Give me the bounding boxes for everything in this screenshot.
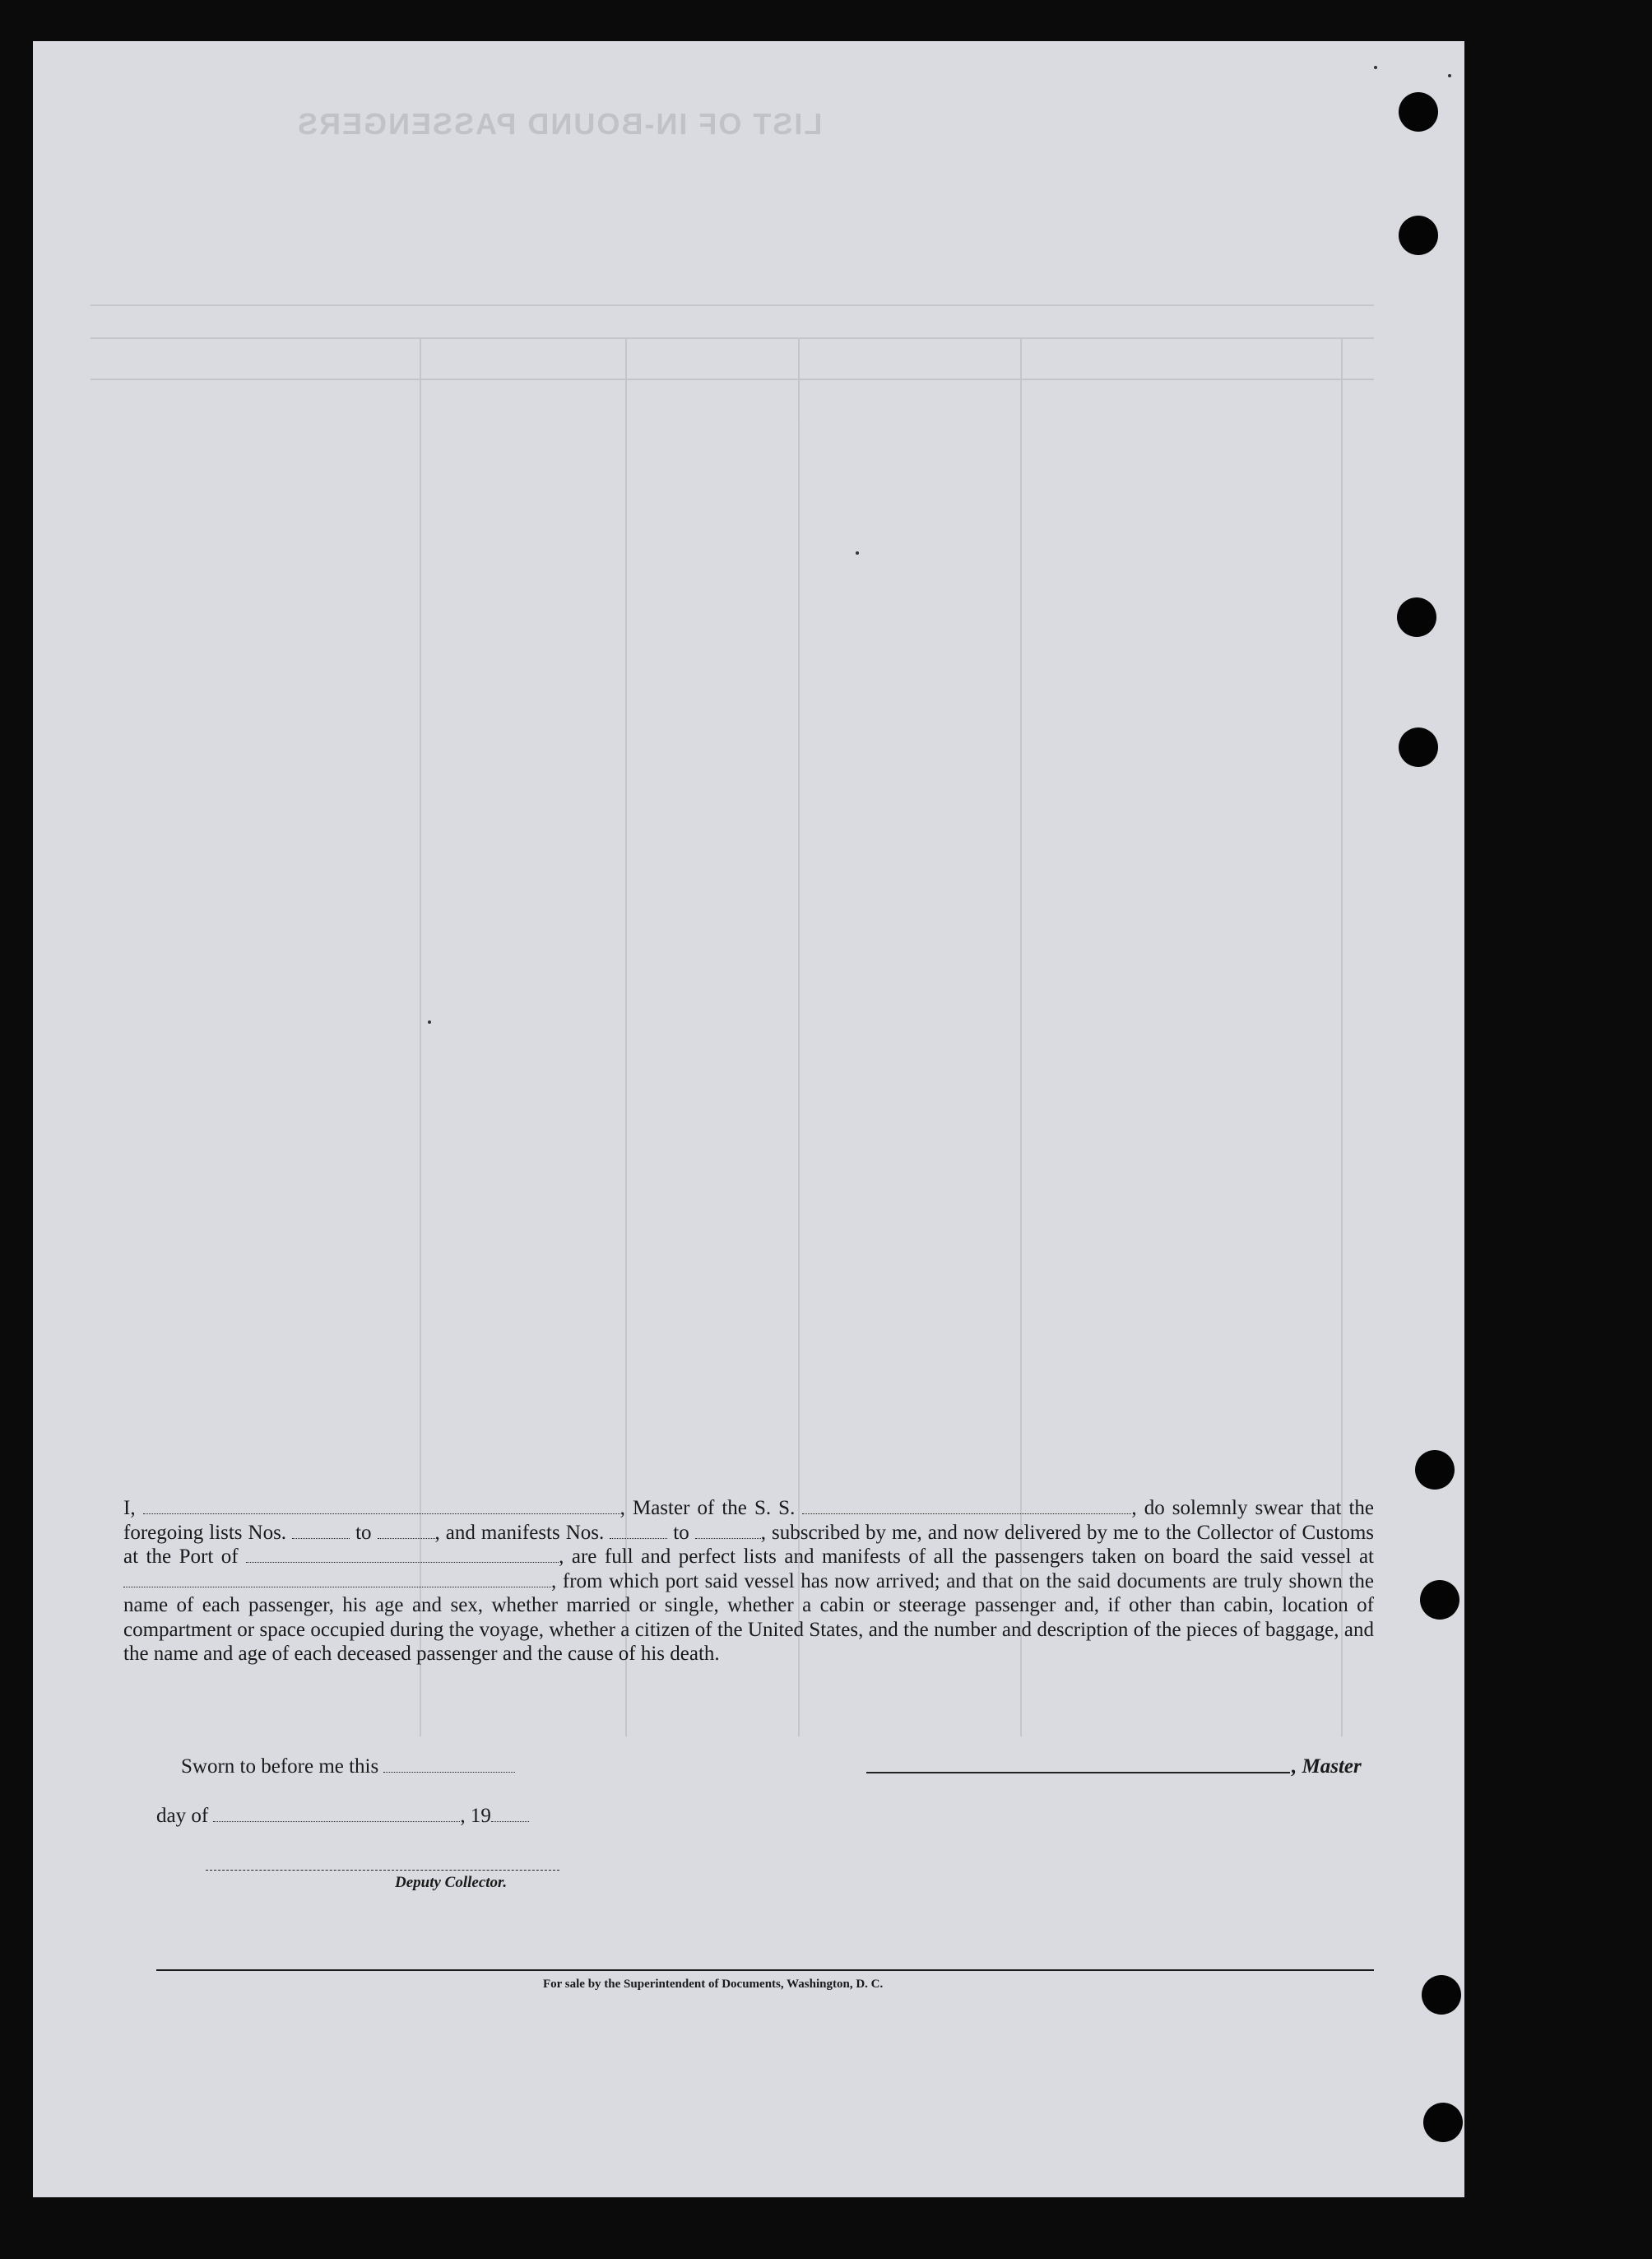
oath-text: to <box>350 1521 378 1544</box>
port-blank <box>246 1547 559 1563</box>
departure-port-blank <box>123 1572 551 1587</box>
speck <box>1448 74 1451 77</box>
lists-from-blank <box>292 1523 350 1539</box>
oath-text: to <box>667 1521 695 1544</box>
punch-hole <box>1399 92 1438 132</box>
manifests-to-blank <box>695 1523 761 1539</box>
oath-text: , and manifests Nos. <box>434 1521 610 1544</box>
punch-hole <box>1423 2103 1463 2142</box>
oath-text: , subscribed by me, and now delivered by me to the Collector of Customs at the Port of <box>123 1521 1374 1568</box>
master-name-blank <box>143 1499 620 1514</box>
punch-hole <box>1420 1580 1459 1620</box>
bleed-line <box>90 337 1374 339</box>
footer-rule <box>156 1969 1374 1971</box>
oath-text: , Master of the S. S. <box>620 1497 803 1519</box>
punch-hole <box>1397 597 1436 637</box>
year-blank <box>491 1806 529 1822</box>
oath-text: , are full and perfect lists and manifests of all the passengers taken on board the said vessel at <box>559 1546 1374 1568</box>
oath-text: I, <box>123 1497 143 1519</box>
day-of-line <box>156 1805 529 1828</box>
bleed-through-layer <box>33 41 1464 2197</box>
punch-hole <box>1422 1975 1461 2015</box>
oath-text: , from which port said vessel has now arrived; and that on the said documents are truly shown the name of each passenger, his age and sex, whether married or single, whether a cabin or steerage passenger and, if other than cabin, location of compartment or space occupied during the voyage, whether a citizen of the United States, and the number and description of the pieces of baggage, and the name and age of each deceased passenger and the cause of his death. <box>123 1569 1374 1665</box>
bleed-line <box>90 304 1374 306</box>
speck <box>856 551 859 555</box>
footer-imprint: For sale by the Superintendent of Documents, Washington, D. C. <box>543 1978 884 1991</box>
oath-paragraph <box>123 1496 1374 1666</box>
document-page <box>33 41 1464 2197</box>
punch-hole <box>1415 1450 1455 1490</box>
speck <box>428 1020 431 1024</box>
oath-text: , do solemnly swear that the foregoing lists Nos. <box>123 1497 1375 1544</box>
deputy-signature-line <box>206 1870 559 1871</box>
punch-hole <box>1399 727 1438 767</box>
sworn-day-blank <box>383 1757 515 1773</box>
bleed-through-title: LIST OF IN-BOUND PASSENGERS <box>296 107 823 141</box>
year-prefix: , 19 <box>460 1805 491 1827</box>
speck <box>1374 66 1377 69</box>
lists-to-blank <box>378 1523 435 1539</box>
manifests-from-blank <box>610 1523 667 1539</box>
deputy-collector-label: Deputy Collector. <box>395 1874 508 1891</box>
punch-hole <box>1399 216 1438 255</box>
day-of-label: day of <box>156 1805 209 1827</box>
month-blank <box>213 1806 460 1822</box>
ship-name-blank <box>802 1499 1131 1514</box>
bleed-line <box>90 379 1374 380</box>
sworn-line <box>181 1755 515 1778</box>
master-signature-line <box>866 1772 1290 1773</box>
master-label: , Master <box>1292 1755 1362 1778</box>
sworn-label: Sworn to before me this <box>181 1755 379 1778</box>
